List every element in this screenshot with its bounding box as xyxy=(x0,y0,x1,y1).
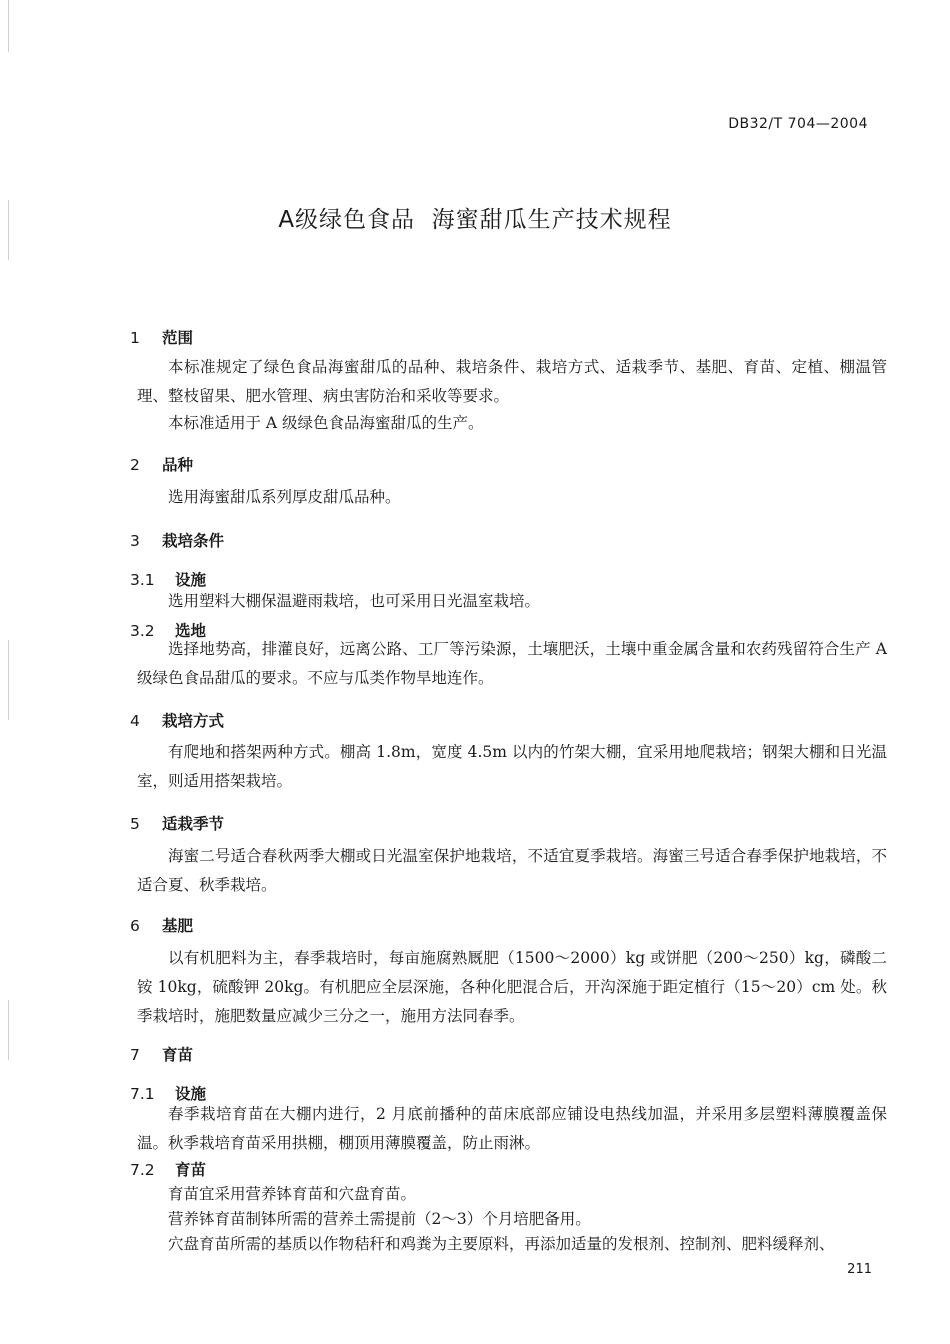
section-title: 栽培条件 xyxy=(162,532,225,550)
subsection-title: 育苗 xyxy=(175,1161,207,1179)
section-2-heading xyxy=(130,453,193,475)
subsection-title: 选地 xyxy=(175,622,207,640)
section-7-1-paragraph: 春季栽培育苗在大棚内进行，2 月底前播种的苗床底部应铺设电热线加温，并采用多层塑料薄膜覆盖保温。秋季栽培育苗采用拱棚，棚顶用薄膜覆盖，防止雨淋。 xyxy=(137,1105,887,1152)
section-2-paragraph-1: 选用海蜜甜瓜系列厚皮甜瓜品种。 xyxy=(168,488,401,506)
subsection-number: 3.1 xyxy=(130,571,155,589)
section-3-1-paragraph: 选用塑料大棚保温避雨栽培，也可采用日光温室栽培。 xyxy=(168,592,541,610)
section-title: 基肥 xyxy=(162,917,194,935)
section-1-paragraph-2: 本标准适用于 A 级绿色食品海蜜甜瓜的生产。 xyxy=(168,414,484,432)
section-1-paragraph-1: 本标准规定了绿色食品海蜜甜瓜的品种、栽培条件、栽培方式、适栽季节、基肥、育苗、定植、棚温管理、整枝留果、肥水管理、病虫害防治和采收等要求。 xyxy=(137,358,887,405)
section-7-2-paragraph-2: 营养钵育苗制钵所需的营养土需提前（2～3）个月培肥备用。 xyxy=(168,1210,591,1228)
section-title: 育苗 xyxy=(162,1046,194,1064)
section-number: 7 xyxy=(130,1046,140,1064)
scan-edge-mark xyxy=(8,0,9,52)
section-3-heading xyxy=(130,529,224,551)
document-title: A级绿色食品 海蜜甜瓜生产技术规程 xyxy=(278,207,672,233)
subsection-title: 设施 xyxy=(175,1085,207,1103)
section-6-paragraph: 以有机肥料为主，春季栽培时，每亩施腐熟厩肥（1500～2000）kg 或饼肥（200～250）kg，磷酸二铵 10kg，硫酸钾 20kg。有机肥应全层深施，各种化肥混合后，开沟深施于距定植行（15～20）cm 处。秋季栽培时，施肥数量应减少三分之一，施用方法同春季。 xyxy=(137,949,887,1025)
section-title: 品种 xyxy=(162,456,194,474)
section-number: 2 xyxy=(130,456,140,474)
section-7-2-paragraph-3: 穴盘育苗所需的基质以作物秸秆和鸡粪为主要原料，再添加适量的发根剂、控制剂、肥料缓释剂、 xyxy=(168,1235,835,1253)
scan-edge-mark xyxy=(8,1000,9,1060)
section-7-heading xyxy=(130,1043,193,1065)
section-number: 3 xyxy=(130,532,140,550)
section-title: 栽培方式 xyxy=(162,712,225,730)
scan-edge-mark xyxy=(8,640,9,720)
subsection-number: 7.2 xyxy=(130,1161,155,1179)
subsection-number: 7.1 xyxy=(130,1085,155,1103)
section-number: 5 xyxy=(130,815,140,833)
section-4-heading xyxy=(130,709,224,731)
section-title: 范围 xyxy=(162,329,194,347)
section-7-2-paragraph-1: 育苗宜采用营养钵育苗和穴盘育苗。 xyxy=(168,1185,417,1203)
subsection-number: 3.2 xyxy=(130,622,155,640)
section-5-heading xyxy=(130,812,224,834)
section-number: 4 xyxy=(130,712,140,730)
section-6-heading xyxy=(130,914,193,936)
section-number: 1 xyxy=(130,329,140,347)
section-4-paragraph: 有爬地和搭架两种方式。棚高 1.8m，宽度 4.5m 以内的竹架大棚，宜采用地爬栽培；钢架大棚和日光温室，则适用搭架栽培。 xyxy=(137,743,887,790)
document-id: DB32/T 704—2004 xyxy=(728,116,868,132)
section-1-heading xyxy=(130,326,193,348)
page-number: 211 xyxy=(847,1262,872,1277)
section-3-2-paragraph: 选择地势高，排灌良好，远离公路、工厂等污染源，土壤肥沃，土壤中重金属含量和农药残留符合生产 A 级绿色食品甜瓜的要求。不应与瓜类作物旱地连作。 xyxy=(137,640,887,687)
subsection-title: 设施 xyxy=(175,571,207,589)
section-number: 6 xyxy=(130,917,140,935)
section-5-paragraph: 海蜜二号适合春秋两季大棚或日光温室保护地栽培，不适宜夏季栽培。海蜜三号适合春季保护地栽培，不适合夏、秋季栽培。 xyxy=(137,847,887,894)
section-title: 适栽季节 xyxy=(162,815,225,833)
section-7-2-heading xyxy=(130,1158,206,1180)
